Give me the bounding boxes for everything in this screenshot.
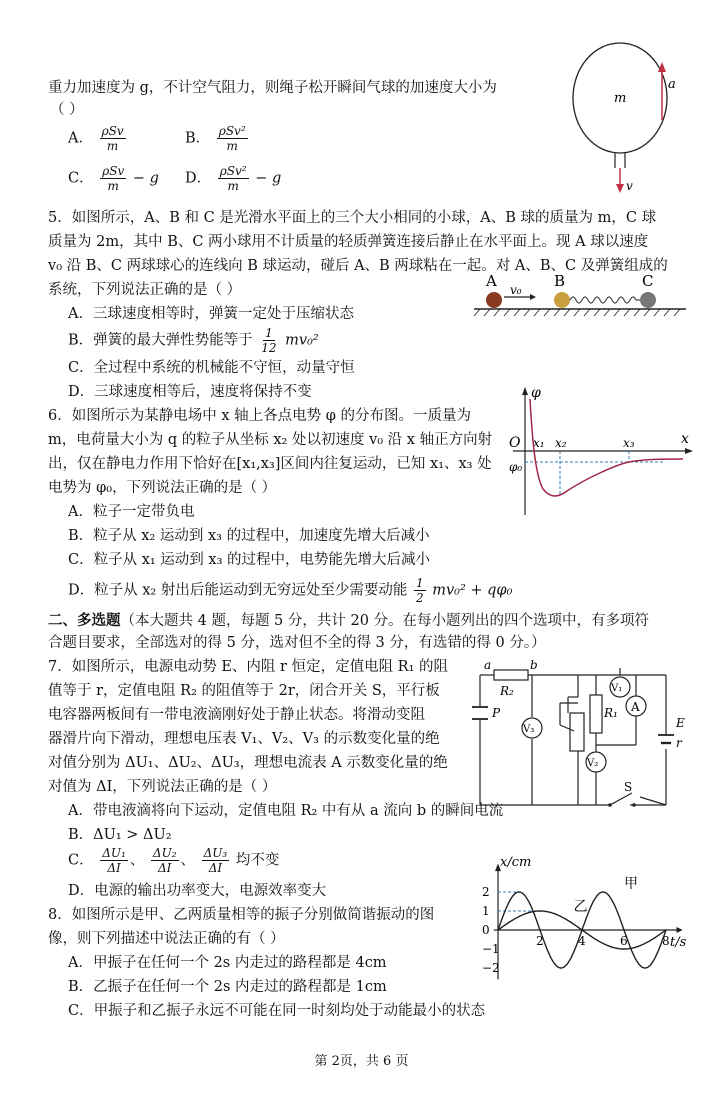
section2-desc2: 合题目要求，全部选对的得 5 分，选对但不全的得 3 分，有选错的得 0 分。） — [48, 635, 546, 651]
q6-line4: 电势为 φ₀，下列说法正确的是（ ） — [48, 480, 277, 496]
chart-x-axis-arrow — [677, 927, 683, 933]
q4-option-d-formula: $\frac{\text{ρSv²}}{m}$ — [219, 164, 247, 193]
chart-ytick-label: 1 — [482, 904, 490, 918]
r1-label: R₁ — [604, 706, 618, 720]
balls-spring-figure — [470, 270, 690, 325]
chart-xtick-label: 8 — [662, 934, 670, 948]
origin-label: O — [509, 435, 521, 451]
capacitor-p-label: P — [492, 706, 501, 720]
svg-text:V₁: V₁ — [611, 683, 623, 694]
v0-label: v₀ — [510, 283, 522, 297]
q7-line4: 器滑片向下滑动，理想电压表 V₁、V₂、V₃ 的示数变化量的绝 — [48, 731, 440, 747]
ball-a-label: A — [486, 272, 497, 290]
chart-series-name-yi: 乙 — [573, 899, 588, 915]
x3-label: x₃ — [623, 436, 635, 450]
q4-option-c-formula: $\frac{\text{ρSv}}{m}$ — [102, 164, 125, 193]
q8-line2: 像，则下列描述中说法正确的有（ ） — [48, 931, 285, 947]
chart-xtick-label: 2 — [536, 934, 544, 948]
q4-option-a[interactable]: A． $\frac{\text{ρSv}}{m}$ — [68, 124, 124, 153]
q6-option-d-fraction: $\frac{1}{2}$ — [415, 576, 424, 605]
ball-a — [486, 292, 502, 308]
circuit-figure — [470, 655, 695, 815]
emf-label: E — [676, 716, 685, 730]
chart-xtick-label: 4 — [578, 934, 586, 948]
q7-option-c-frac3: $\frac{\text{ΔU₃}}{\Delta I}$ — [203, 846, 228, 875]
chart-series-name-jia: 甲 — [624, 876, 638, 893]
q5-line3: v₀ 沿 B、C 两球球心的连线向 B 球运动，碰后 A、B 两球粘在一起。对 A、B、C 及弹簧组成的 — [48, 258, 668, 274]
q6-option-c[interactable]: C．粒子从 x₁ 运动到 x₃ 的过程中，电势能先增大后减小 — [68, 552, 431, 568]
q8-line1: 8．如图所示是甲、乙两质量相等的振子分别做简谐振动的图 — [48, 907, 435, 923]
q7-line1: 7．如图所示，电源电动势 E、内阻 r 恒定，定值电阻 R₁ 的阻 — [48, 659, 449, 675]
internal-r-label: r — [676, 736, 682, 750]
q7-line2: 值等于 r，定值电阻 R₂ 的阻值等于 2r，闭合开关 S，平行板 — [48, 683, 440, 699]
resistor-r2 — [494, 670, 528, 680]
x-axis-label: x — [681, 431, 689, 447]
chart-ytick-label: −1 — [482, 942, 500, 956]
q8-option-b[interactable]: B．乙振子在任何一个 2s 内走过的路程都是 1cm — [68, 979, 387, 995]
q5-line2: 质量为 2m，其中 B、C 两小球用不计质量的轻质弹簧连接后静止在水平面上。现 A 球以速度 — [48, 234, 649, 250]
q6-line1: 6．如图所示为某静电场中 x 轴上各点电势 φ 的分布图。一质量为 — [48, 408, 471, 424]
balloon-figure — [560, 40, 690, 200]
q4-option-c[interactable]: C． $\frac{\text{ρSv}}{m}$ − g — [68, 164, 159, 193]
shm-chart — [470, 852, 700, 982]
q5-line1: 5．如图所示，A、B 和 C 是光滑水平面上的三个大小相同的小球，A、B 球的质量为 m，C 球 — [48, 210, 657, 226]
q4-bracket: （ ） — [50, 102, 84, 118]
switch-s-label: S — [624, 780, 633, 794]
chart-ytick-label: 0 — [482, 923, 490, 937]
rheostat — [570, 713, 584, 751]
balloon-mass-label: m — [614, 91, 627, 106]
balloon-nozzle — [615, 153, 625, 168]
q5-option-c[interactable]: C．全过程中系统的机械能不守恒，动量守恒 — [68, 360, 355, 376]
q5-option-b[interactable]: B．弹簧的最大弹性势能等于 $\frac{1}{12}$ mv₀² — [68, 326, 319, 355]
q7-line6: 对值为 ΔI，下列说法正确的是（ ） — [48, 779, 277, 795]
q4-option-b[interactable]: B． $\frac{\text{ρSv²}}{m}$ — [185, 124, 246, 153]
q5-option-a[interactable]: A．三球速度相等时，弹簧一定处于压缩状态 — [68, 306, 354, 322]
x2-label: x₂ — [555, 436, 567, 450]
page-footer: 第 2页，共 6 页 — [314, 1054, 409, 1069]
potential-figure — [505, 385, 700, 525]
chart-ylabel: x/cm — [500, 855, 532, 870]
q7-line5: 对值分别为 ΔU₁、ΔU₂、ΔU₃，理想电流表 A 示数变化量的绝 — [48, 755, 448, 771]
q8-option-a[interactable]: A．甲振子在任何一个 2s 内走过的路程都是 4cm — [68, 955, 387, 971]
ball-b-label: B — [554, 272, 566, 290]
q4-option-b-formula: $\frac{\text{ρSv²}}{m}$ — [218, 124, 246, 153]
velocity-arrow-head — [616, 184, 624, 193]
v0-arrow-head — [530, 294, 536, 300]
resistor-r1 — [590, 695, 602, 733]
q7-option-d[interactable]: D．电源的输出功率变大，电源效率变大 — [68, 883, 327, 899]
q4-intro: 重力加速度为 g，不计空气阻力，则绳子松开瞬间气球的加速度大小为 — [48, 80, 497, 96]
svg-text:A: A — [631, 700, 640, 714]
q6-option-a[interactable]: A．粒子一定带负电 — [68, 504, 195, 520]
velocity-label: v — [626, 179, 633, 193]
r2-label: R₂ — [500, 684, 514, 698]
node-b-label: b — [530, 658, 538, 672]
section2-heading: 二、多选题（本大题共 4 题，每题 5 分，共计 20 分。在每小题列出的四个选项中，有多项符 — [48, 612, 650, 629]
chart-ytick-label: 2 — [482, 885, 490, 899]
section2-title: 二、多选题 — [48, 612, 121, 629]
q5-line4: 系统，下列说法正确的是（ ） — [48, 282, 242, 298]
q4-option-d[interactable]: D． $\frac{\text{ρSv²}}{m}$ − g — [185, 164, 282, 193]
chart-xtick-label: 6 — [620, 934, 628, 948]
spring — [570, 297, 640, 303]
node-a-label: a — [484, 658, 492, 672]
ball-c — [640, 292, 656, 308]
x1-label: x₁ — [533, 436, 545, 450]
q7-line3: 电容器两板间有一带电液滴刚好处于静止状态。将滑动变阻 — [48, 707, 425, 723]
ball-c-label: C — [642, 272, 654, 290]
q7-option-a[interactable]: A．带电液滴将向下运动，定值电阻 R₂ 中有从 a 流向 b 的瞬间电流 — [68, 803, 504, 819]
phi-axis-label: φ — [531, 385, 541, 401]
q7-option-c[interactable]: C． $\frac{\text{ΔU₁}}{\Delta I}$ 、 $\frac{\text{ΔU₂}}{\Delta I}$ 、 $\frac{\text{ΔU₃}}{\Delta I}$ 均不变 — [68, 846, 280, 875]
q6-line2: m，电荷量大小为 q 的粒子从坐标 x₂ 处以初速度 v₀ 沿 x 轴正方向射 — [48, 432, 493, 448]
chart-ytick-label: −2 — [482, 961, 500, 975]
ground-hatch — [474, 309, 680, 316]
acceleration-label: a — [668, 77, 676, 92]
phi0-label: φ₀ — [509, 460, 523, 474]
q6-option-d[interactable]: D．粒子从 x₂ 射出后能运动到无穷远处至少需要动能 $\frac{1}{2}$ mv₀² + qφ₀ — [68, 576, 513, 605]
svg-text:V₃: V₃ — [523, 724, 535, 735]
switch-s — [610, 793, 632, 805]
svg-text:V₂: V₂ — [587, 758, 599, 769]
q7-option-c-frac1: $\frac{\text{ΔU₁}}{\Delta I}$ — [102, 846, 126, 875]
q4-option-a-formula: $\frac{\text{ρSv}}{m}$ — [101, 124, 124, 153]
q8-option-c[interactable]: C．甲振子和乙振子永远不可能在同一时刻均处于动能最小的状态 — [68, 1003, 486, 1019]
q7-option-b[interactable]: B．ΔU₁ > ΔU₂ — [68, 827, 172, 843]
q5-option-b-fraction: $\frac{1}{12}$ — [261, 326, 277, 355]
potential-curve — [530, 399, 683, 496]
chart-xlabel: t/s — [670, 935, 687, 950]
q6-line3: 出，仅在静电力作用下恰好在[x₁,x₃]区间内往复运动，已知 x₁、x₃ 处 — [48, 456, 492, 472]
q6-option-b[interactable]: B．粒子从 x₂ 运动到 x₃ 的过程中，加速度先增大后减小 — [68, 528, 430, 544]
q5-option-d[interactable]: D．三球速度相等后，速度将保持不变 — [68, 384, 312, 400]
ball-b — [554, 292, 570, 308]
q7-option-c-frac2: $\frac{\text{ΔU₂}}{\Delta I}$ — [152, 846, 177, 875]
